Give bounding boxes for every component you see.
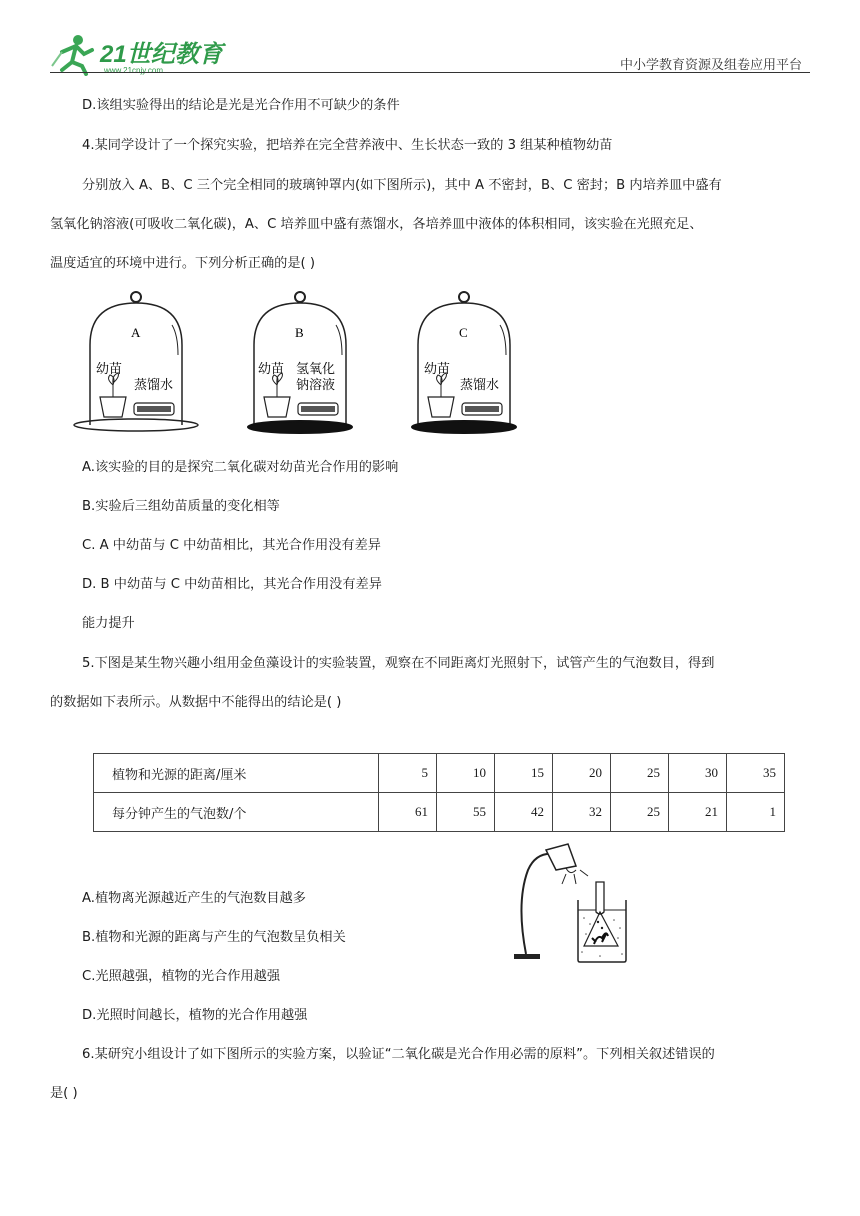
q4-stem-line3: 氢氧化钠溶液(可吸收二氧化碳)，A、C 培养皿中盛有蒸馏水，各培养皿中液体的体积相同，该实验在光照充足、 <box>50 217 703 232</box>
table-cell: 5 <box>379 754 437 793</box>
jar-c-letter: C <box>459 325 468 340</box>
q5-stem-line1: 5.下图是某生物兴趣小组用金鱼藻设计的实验装置，观察在不同距离灯光照射下，试管产生的气泡数目，得到 <box>82 656 715 671</box>
q5-option-a: A.植物离光源越近产生的气泡数目越多 <box>82 891 306 906</box>
bell-jar-b <box>248 292 352 433</box>
table-row <box>94 793 785 832</box>
q6-stem-line2: 是( ) <box>50 1086 78 1101</box>
jar-a-seedling-label: 幼苗 <box>96 362 123 377</box>
table-cell: 30 <box>669 754 727 793</box>
q4-option-d: D. B 中幼苗与 C 中幼苗相比，其光合作用没有差异 <box>82 577 382 592</box>
section-title: 能力提升 <box>82 616 135 631</box>
q3-option-d: D.该组实验得出的结论是光是光合作用不可缺少的条件 <box>82 98 400 113</box>
table-cell: 32 <box>553 793 611 832</box>
q4-option-b: B.实验后三组幼苗质量的变化相等 <box>82 499 280 514</box>
logo <box>48 32 228 76</box>
q5-stem-line2: 的数据如下表所示。从数据中不能得出的结论是( ) <box>50 695 342 710</box>
row1-label: 植物和光源的距离/厘米 <box>94 754 379 793</box>
table-cell: 1 <box>727 793 785 832</box>
q5-option-c: C.光照越强，植物的光合作用越强 <box>82 969 281 984</box>
header-divider <box>50 72 810 73</box>
table-cell: 21 <box>669 793 727 832</box>
bell-jar-c <box>412 292 516 433</box>
q5-option-b: B.植物和光源的距离与产生的气泡数呈负相关 <box>82 930 346 945</box>
platform-name: 中小学教育资源及组卷应用平台 <box>619 58 802 73</box>
q4-option-a: A.该实验的目的是探究二氧化碳对幼苗光合作用的影响 <box>82 460 399 475</box>
q5-data-table <box>93 753 785 832</box>
q4-stem-line2: 分别放入 A、B、C 三个完全相同的玻璃钟罩内(如下图所示)，其中 A 不密封，B、C 密封；B 内培养皿中盛有 <box>82 178 722 193</box>
q5-option-d: D.光照时间越长，植物的光合作用越强 <box>82 1008 308 1023</box>
table-cell: 35 <box>727 754 785 793</box>
logo-url: www.21cnjy.com <box>104 66 163 75</box>
jar-c-liquid-label: 蒸馏水 <box>460 378 500 393</box>
bell-jar-figure <box>60 285 540 445</box>
table-cell: 61 <box>379 793 437 832</box>
table-cell: 55 <box>437 793 495 832</box>
table-cell: 25 <box>611 754 669 793</box>
table-row <box>94 754 785 793</box>
lamp-apparatus-figure <box>510 842 640 967</box>
jar-b-seedling-label: 幼苗 <box>258 362 285 377</box>
jar-b-liquid-label-1: 氢氧化 <box>296 362 336 377</box>
table-cell: 10 <box>437 754 495 793</box>
bell-jar-a <box>74 292 198 431</box>
q4-stem-line4: 温度适宜的环境中进行。下列分析正确的是( ) <box>50 256 316 271</box>
table-cell: 25 <box>611 793 669 832</box>
q6-stem-line1: 6.某研究小组设计了如下图所示的实验方案，以验证“二氧化碳是光合作用必需的原料”。下列相关叙述错误的 <box>82 1047 715 1062</box>
jar-a-letter: A <box>131 325 141 340</box>
jar-b-letter: B <box>295 325 304 340</box>
jar-b-liquid-label-2: 钠溶液 <box>296 378 336 393</box>
jar-c-seedling-label: 幼苗 <box>424 362 451 377</box>
row2-label: 每分钟产生的气泡数/个 <box>94 793 379 832</box>
table-cell: 20 <box>553 754 611 793</box>
q4-stem-line1: 4.某同学设计了一个探究实验，把培养在完全营养液中、生长状态一致的 3 组某种植物幼苗 <box>82 138 613 153</box>
logo-text: 21世纪教育 <box>100 41 223 68</box>
jar-a-liquid-label: 蒸馏水 <box>134 378 174 393</box>
logo-runner-icon <box>48 32 228 76</box>
q4-option-c: C. A 中幼苗与 C 中幼苗相比，其光合作用没有差异 <box>82 538 381 553</box>
table-cell: 42 <box>495 793 553 832</box>
table-cell: 15 <box>495 754 553 793</box>
